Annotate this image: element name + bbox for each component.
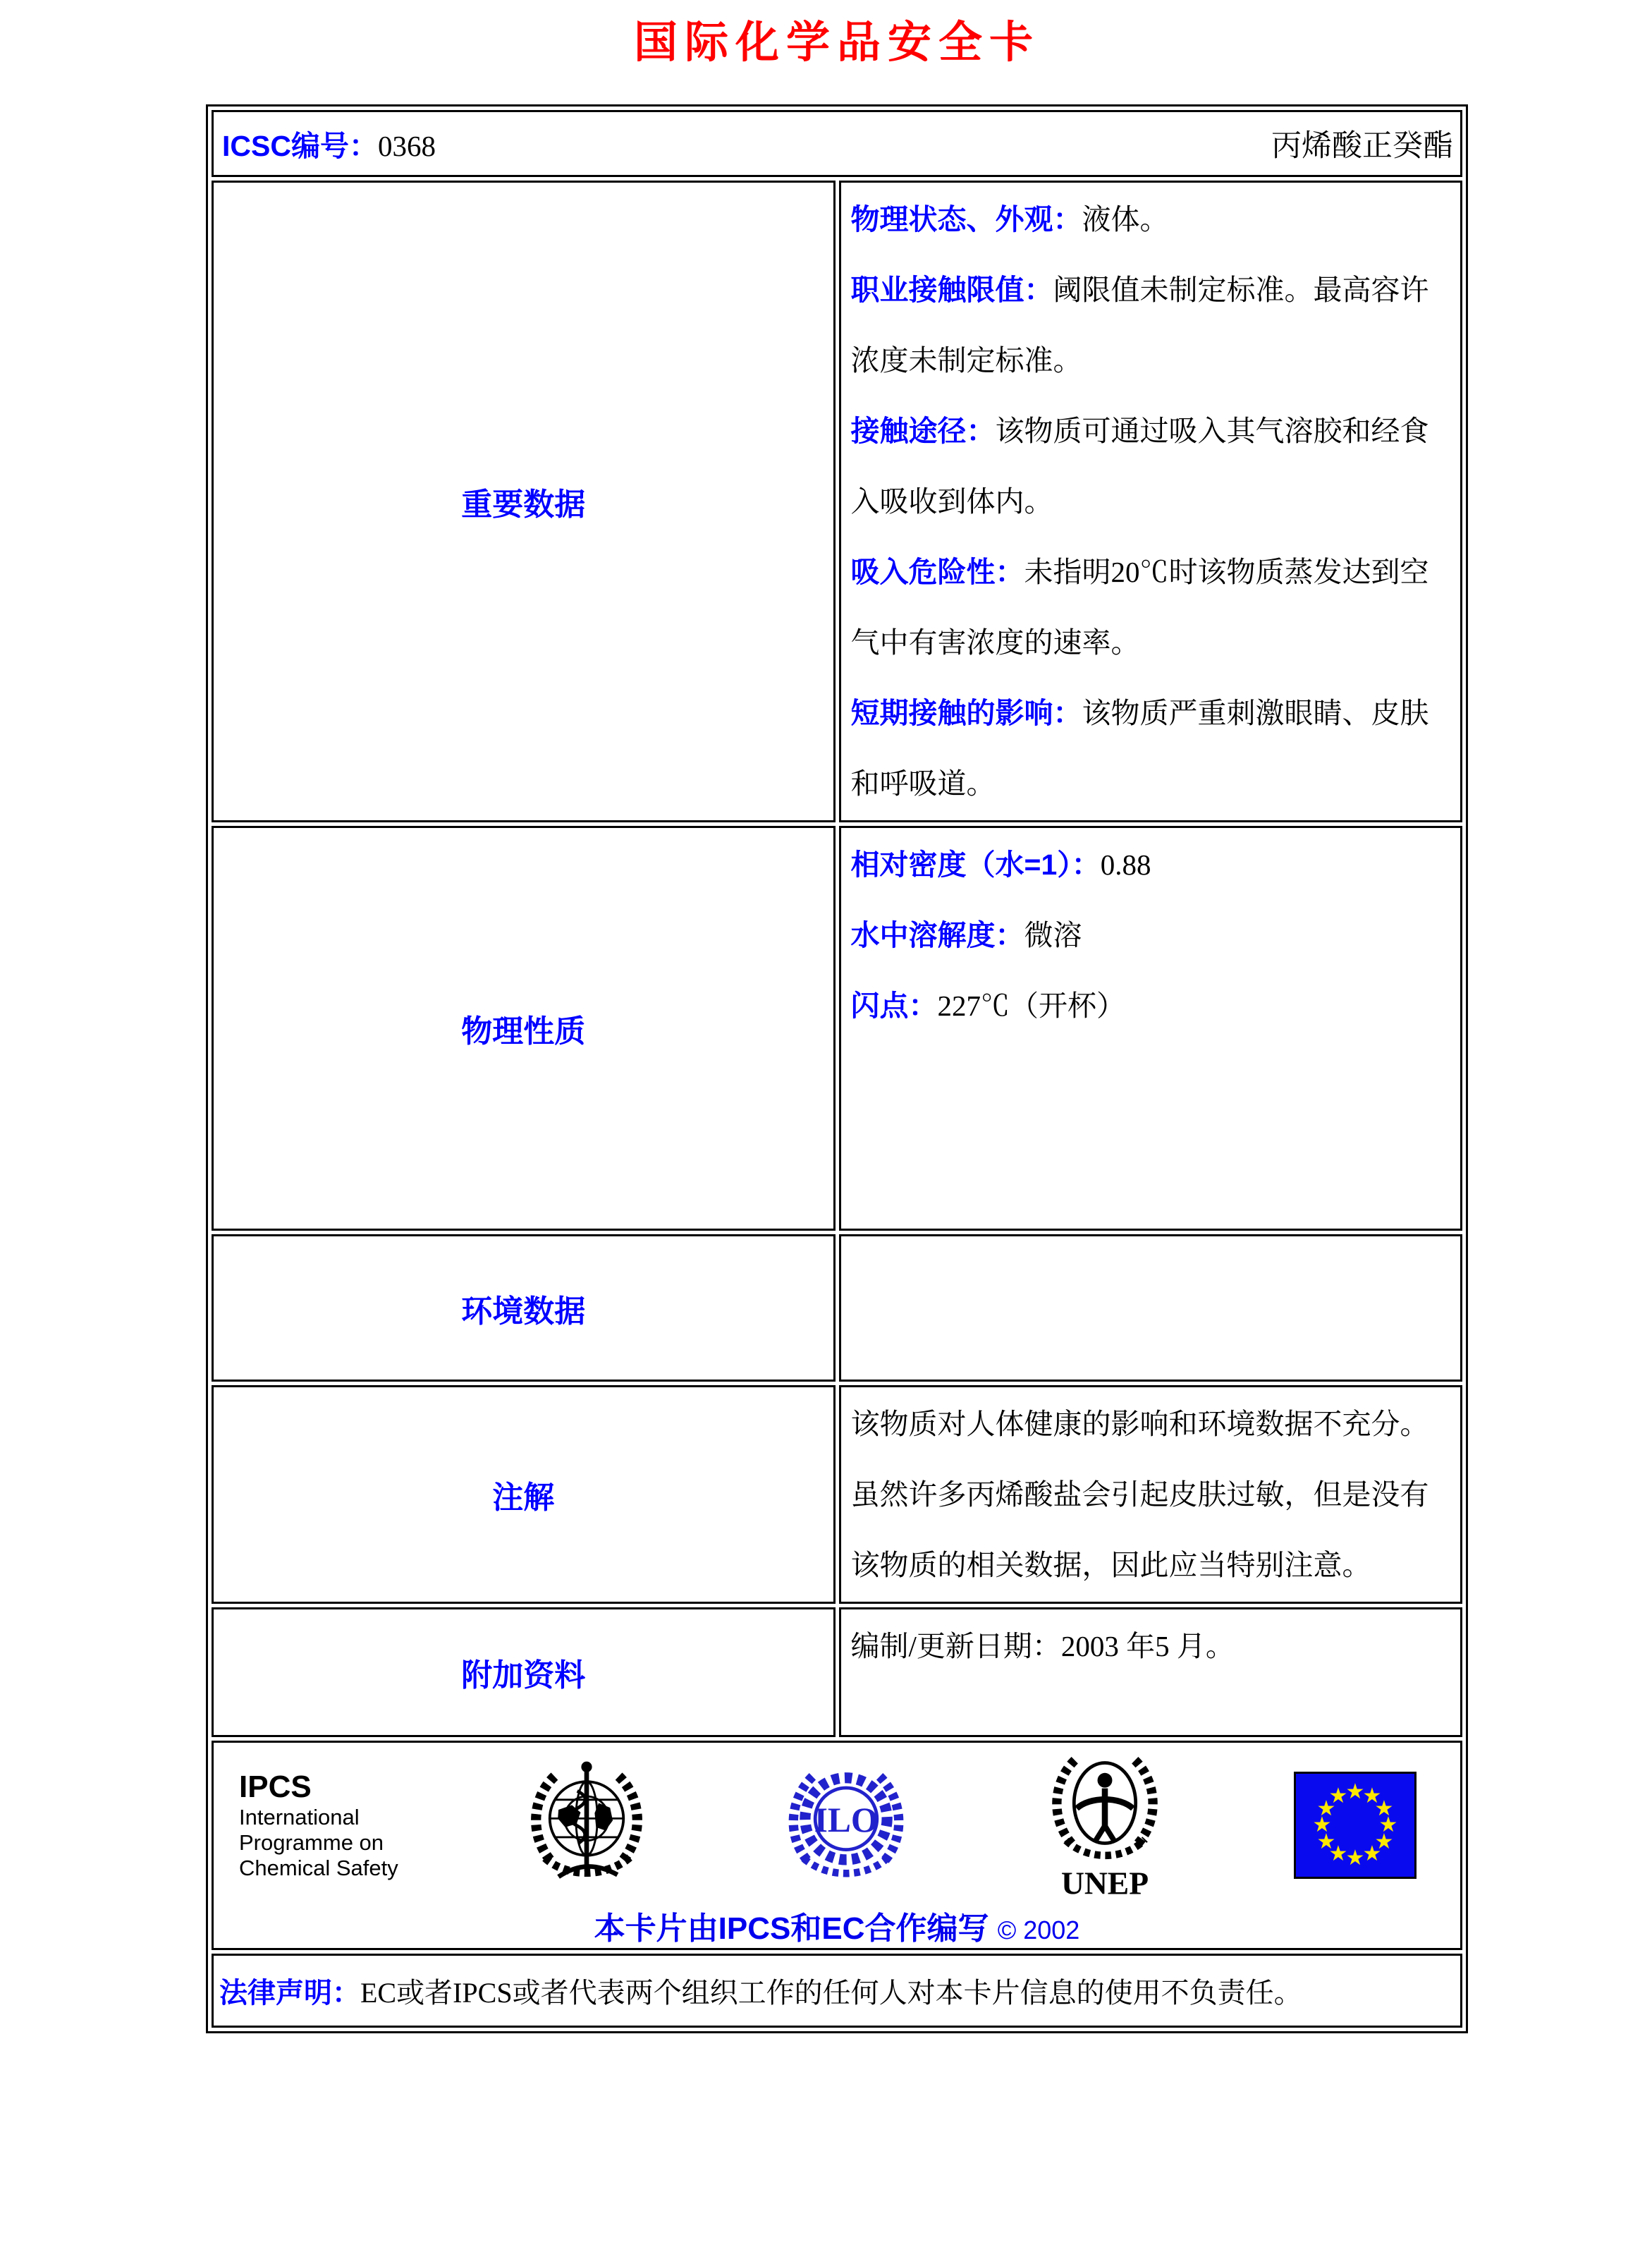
ipcs-acronym: IPCS xyxy=(239,1769,312,1804)
icsc-number-group xyxy=(222,123,436,164)
environmental-data-content xyxy=(839,1234,1463,1382)
logos-line xyxy=(214,1743,1460,1901)
ilo-logo-icon xyxy=(776,1755,917,1896)
header-row xyxy=(212,110,1462,177)
field-flash-point: 闪点：227℃（开杯） xyxy=(850,990,1125,1022)
page-title: 国际化学品安全卡 xyxy=(633,18,1040,67)
important-data-side-label: 重要数据 xyxy=(212,181,836,822)
unep-logo-icon xyxy=(1038,1741,1172,1909)
field-inhalation-risk: 吸入危险性：未指明20℃时该物质蒸发达到空气中有害浓度的速率。 xyxy=(850,556,1429,659)
important-data-content xyxy=(839,181,1463,822)
chemical-name: 丙烯酸正癸酯 xyxy=(1271,130,1453,163)
field-exposure-limits: 职业接触限值：阈限值未制定标准。最高容许浓度未制定标准。 xyxy=(850,274,1429,377)
icsc-number-value: 0368 xyxy=(377,130,436,162)
logos-cell xyxy=(212,1741,1462,1950)
environmental-data-side-label: 环境数据 xyxy=(212,1234,836,1382)
unep-logo-text: UNEP xyxy=(1061,1865,1149,1901)
important-data-row xyxy=(212,181,1462,822)
field-water-solubility: 水中溶解度：微溶 xyxy=(850,919,1082,951)
additional-info-text: 编制/更新日期：2003 年5 月。 xyxy=(850,1630,1235,1662)
legal-label: 法律声明： xyxy=(219,1978,360,2009)
legal-cell xyxy=(212,1954,1462,2028)
notes-row xyxy=(212,1385,1462,1604)
who-logo-icon xyxy=(520,1755,654,1896)
legal-row xyxy=(212,1954,1462,2028)
additional-info-row xyxy=(212,1607,1462,1737)
legal-text: EC或者IPCS或者代表两个组织工作的任何人对本卡片信息的使用不负责任。 xyxy=(360,1977,1302,2009)
logos-row xyxy=(212,1741,1462,1950)
field-short-term-effects: 短期接触的影响：该物质严重刺激眼睛、皮肤和呼吸道。 xyxy=(850,697,1429,800)
additional-info-side-label: 附加资料 xyxy=(212,1607,836,1737)
physical-properties-content xyxy=(839,826,1463,1231)
notes-side-label: 注解 xyxy=(212,1385,836,1604)
field-relative-density: 相对密度（水=1）：0.88 xyxy=(850,848,1151,881)
field-exposure-routes: 接触途径：该物质可通过吸入其气溶胶和经食入吸收到体内。 xyxy=(850,415,1429,518)
additional-info-content xyxy=(839,1607,1463,1737)
field-physical-state: 物理状态、外观：液体。 xyxy=(850,203,1169,236)
ipcs-text-block: IPCS International Programme on Chemical Safety xyxy=(239,1769,398,1880)
icsc-number-label: ICSC编号： xyxy=(222,130,378,162)
notes-content xyxy=(839,1385,1463,1604)
icsc-card-table xyxy=(206,104,1468,2033)
copyright-text: © 2002 xyxy=(997,1916,1080,1944)
ilo-logo-text: ILO xyxy=(814,1800,879,1839)
environmental-data-row xyxy=(212,1234,1462,1382)
cooperation-caption: 本卡片由IPCS和EC合作编写 © 2002 xyxy=(594,1911,1080,1946)
eu-flag-icon xyxy=(1294,1772,1417,1879)
physical-properties-side-label: 物理性质 xyxy=(212,826,836,1231)
notes-text: 该物质对人体健康的影响和环境数据不充分。虽然许多丙烯酸盐会引起皮肤过敏，但是没有该物质的相关数据，因此应当特别注意。 xyxy=(850,1408,1429,1581)
physical-properties-row xyxy=(212,826,1462,1231)
header-cell xyxy=(212,110,1462,177)
